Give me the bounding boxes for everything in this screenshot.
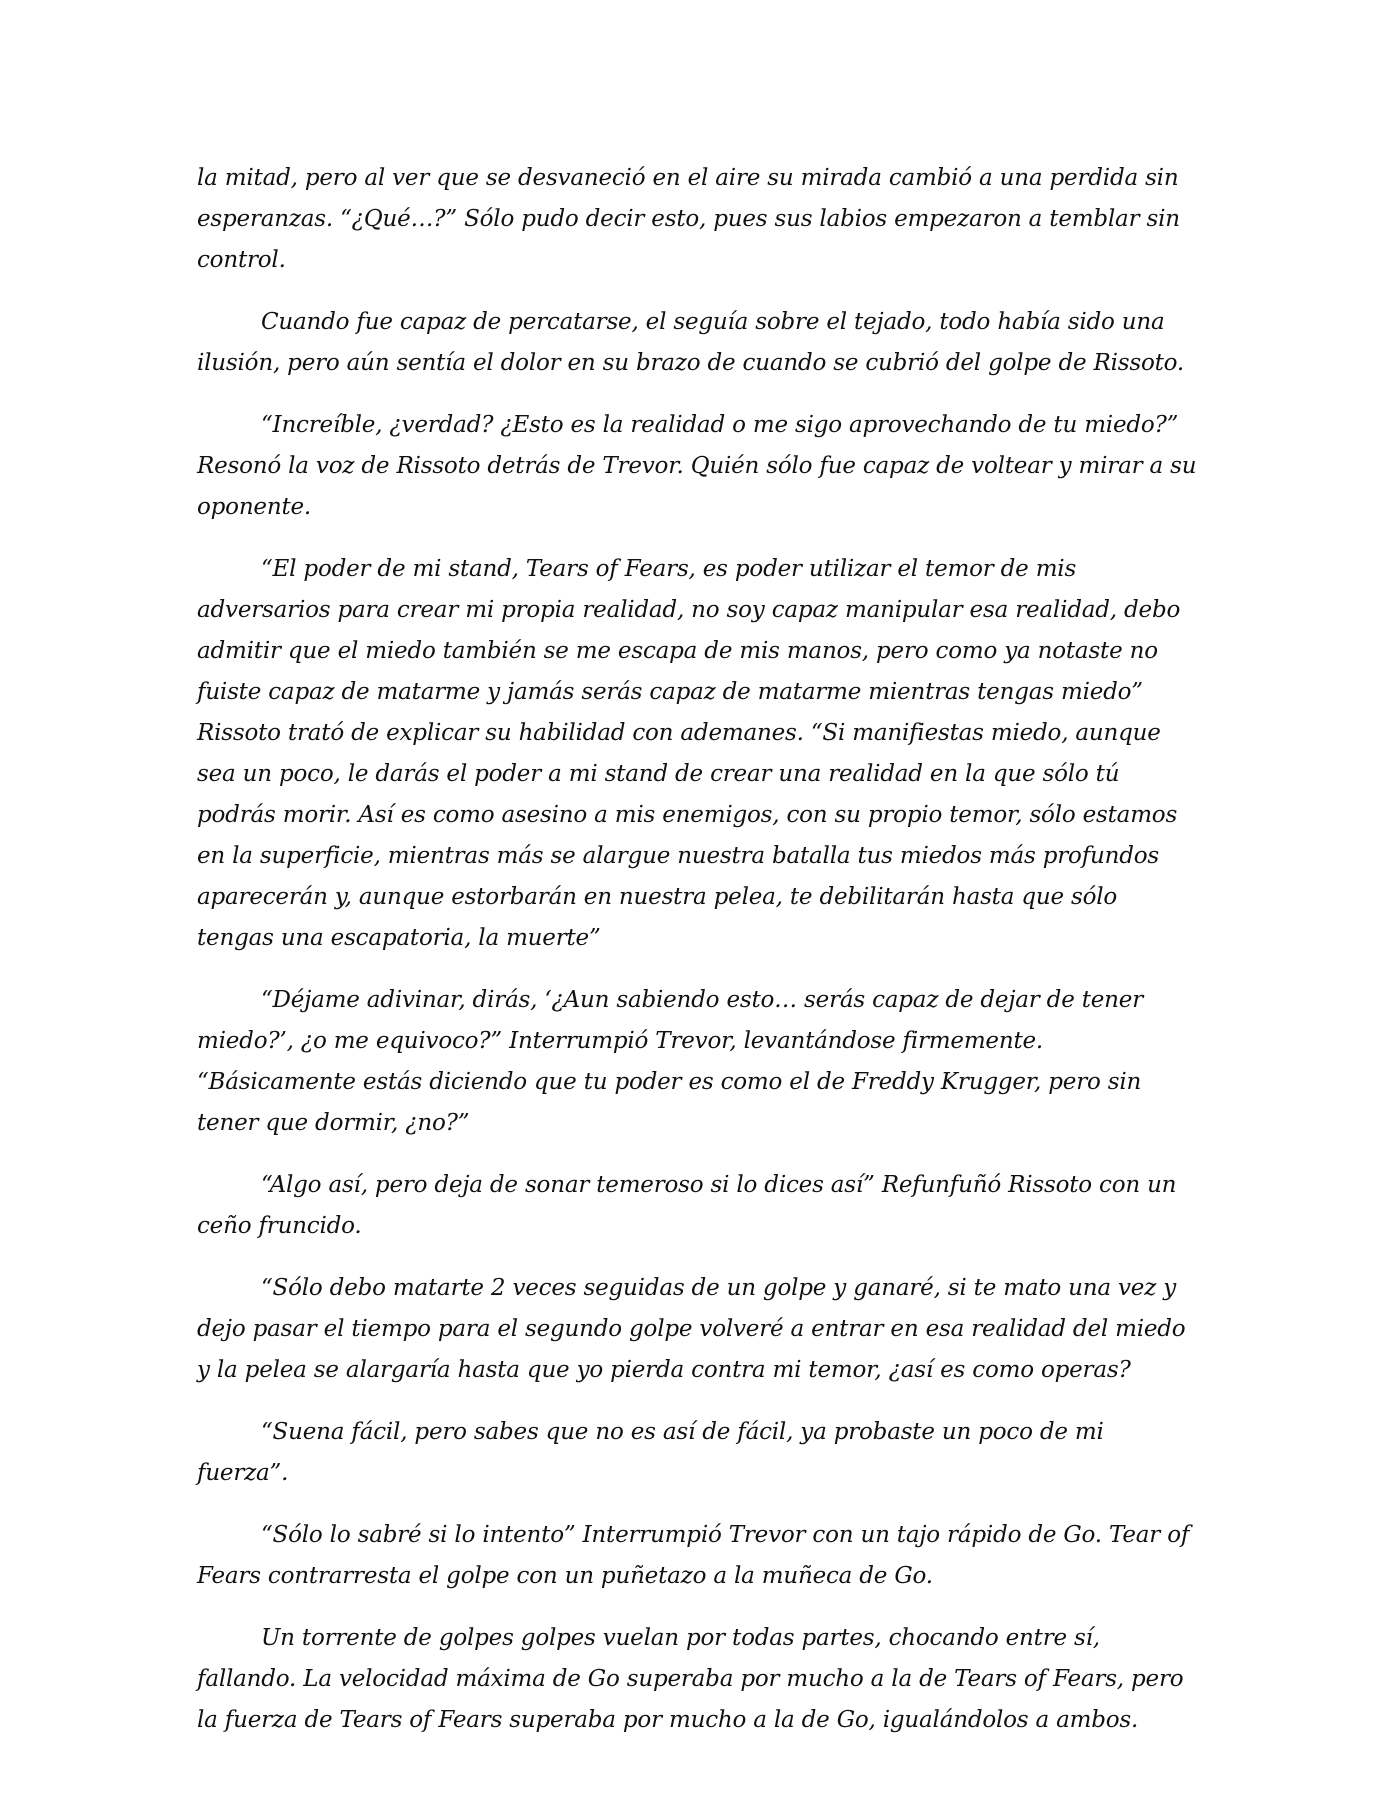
paragraph-3: “Increíble, ¿verdad? ¿Esto es la realidad o me sigo aprovechando de tu miedo?” Resonó la voz de Rissoto detrás de Trevor. Quién sólo fue capaz de voltear y mirar a su oponente. [197, 412, 1197, 520]
paragraph-5: “Déjame adivinar, dirás, ‘¿Aun sabiendo esto… serás capaz de dejar de tener miedo?’, ¿o me equivoco?” Interrumpió Trevor, levantándose firmemente. “Básicamente estás diciendo que tu poder es como el de Freddy Krugger, pero sin tener que dormir, ¿no?” [197, 987, 1144, 1136]
paragraph-8: “Suena fácil, pero sabes que no es así de fácil, ya probaste un poco de mi fuerza”. [197, 1419, 1104, 1486]
paragraph-2: Cuando fue capaz de percatarse, el seguía sobre el tejado, todo había sido una ilusión, pero aún sentía el dolor en su brazo de cuando se cubrió del golpe de Rissoto. [197, 309, 1185, 376]
paragraph-6: “Algo así, pero deja de sonar temeroso si lo dices así” Refunfuñó Rissoto con un ceño fruncido. [197, 1172, 1177, 1239]
paragraph-7: “Sólo debo matarte 2 veces seguidas de un golpe y ganaré, si te mato una vez y dejo pasar el tiempo para el segundo golpe volveré a entrar en esa realidad del miedo y la pelea se alargaría hasta que yo pierda contra mi temor, ¿así es como operas? [197, 1275, 1186, 1383]
paragraph-1: la mitad, pero al ver que se desvaneció en el aire su mirada cambió a una perdida sin esperanzas. “¿Qué…?” Sólo pudo decir esto, pues sus labios empezaron a temblar sin control. [197, 165, 1180, 273]
story-text [197, 158, 1200, 1741]
paragraph-9: “Sólo lo sabré si lo intento” Interrumpió Trevor con un tajo rápido de Go. Tear of Fears contrarresta el golpe con un puñetazo a la muñeca de Go. [197, 1522, 1190, 1589]
paragraph-4: “El poder de mi stand, Tears of Fears, es poder utilizar el temor de mis adversarios para crear mi propia realidad, no soy capaz manipular esa realidad, debo admitir que el miedo también se me escapa de mis manos, pero como ya notaste no fuiste capaz de matarme y jamás serás capaz de matarme mientras tengas miedo” Rissoto trató de explicar su habilidad con ademanes. “Si manifiestas miedo, aunque sea un poco, le darás el poder a mi stand de crear una realidad en la que sólo tú podrás morir. Así es como asesino a mis enemigos, con su propio temor, sólo estamos en la superficie, mientras más se alargue nuestra batalla tus miedos más profundos aparecerán y, aunque estorbarán en nuestra pelea, te debilitarán hasta que sólo tengas una escapatoria, la muerte” [197, 556, 1181, 951]
paragraph-10: Un torrente de golpes golpes vuelan por todas partes, chocando entre sí, fallando. La velocidad máxima de Go superaba por mucho a la de Tears of Fears, pero la fuerza de Tears of Fears superaba por mucho a la de Go, igualándolos a ambos. [197, 1625, 1184, 1733]
